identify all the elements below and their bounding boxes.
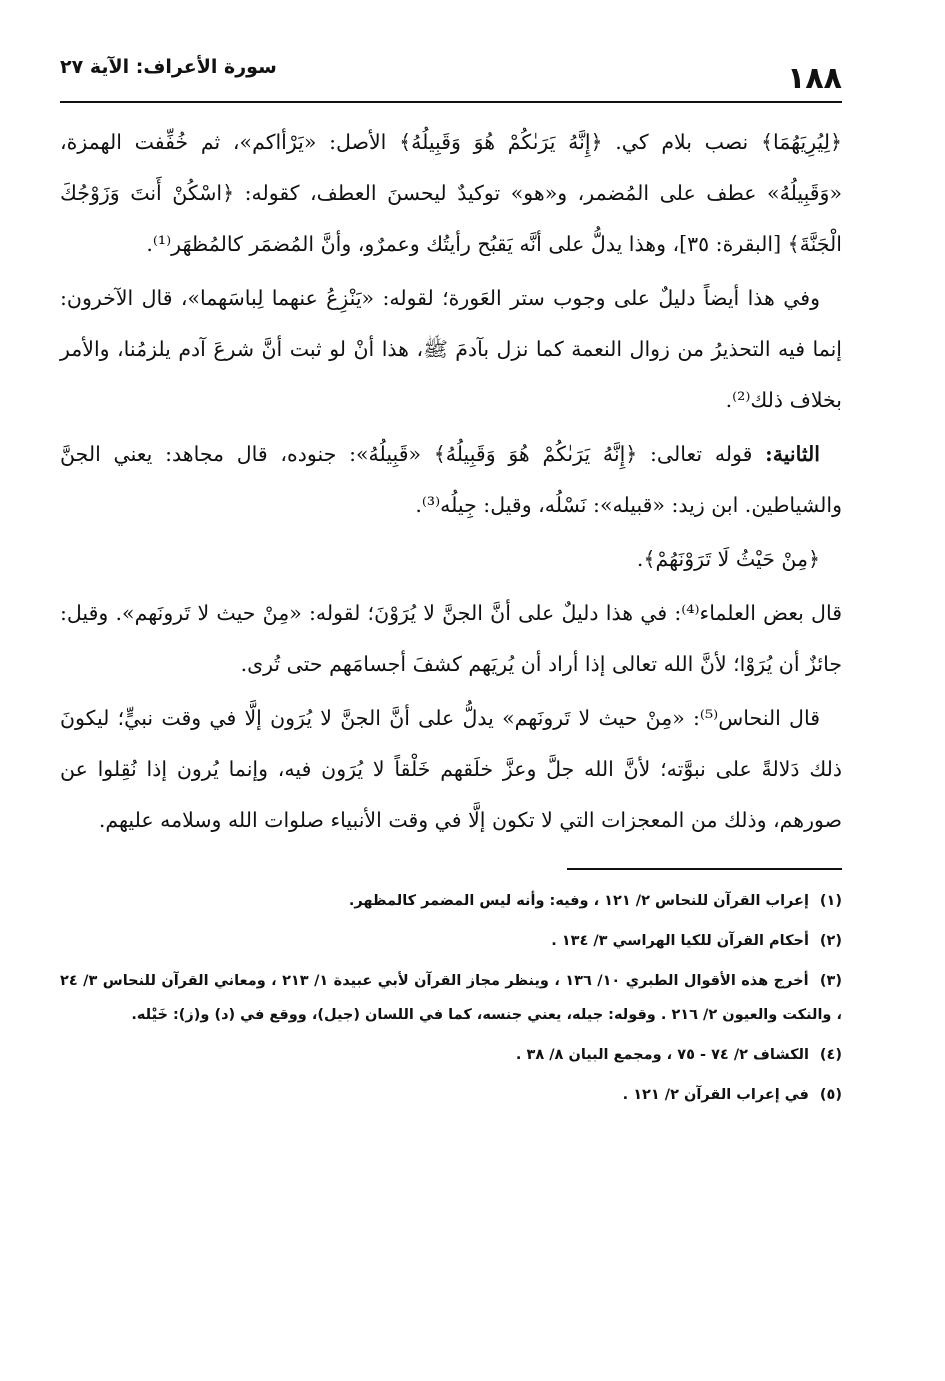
paragraph-5: قال بعض العلماء⁽⁴⁾: في هذا دليلٌ على أنَّ الجنَّ لا يُرَوْنَ؛ لقوله: «مِنْ حيث لا تَرونَهم». وقيل: جائزٌ أن يُرَوْا؛ لأنَّ الله تعالى إذا أراد أن يُريَهم كشفَ أجسامَهم حتى تُرى.: [60, 601, 842, 676]
paragraph-6: قال النحاس⁽⁵⁾: «مِنْ حيث لا تَرونَهم» يدلُّ على أنَّ الجنَّ لا يُرَون إلَّا في وقت نبيٍّ؛ ليكونَ ذلك دَلالةً على نبوَّته؛ لأنَّ الله جلَّ وعزَّ خلَقهم خَلْقاً لا يُرَون فيه، وإنما يُرون إذا نُقِلوا عن صورهم، وذلك من المعجزات التي لا تكون إلَّا في وقت الأنبياء صلوات الله وسلامه عليهم.: [60, 706, 842, 832]
paragraph-3-text: قوله تعالى: ﴿إِنَّهُ يَرَىٰكُمْ هُوَ وَقَبِيلُهُ﴾ «قَبِيلُهُ»: جنوده، قال مجاهد: يعني الجنَّ والشياطين. ابن زيد: «قبيله»: نَسْلُه، وقيل: جِيلُه⁽³⁾.: [60, 442, 842, 517]
footnote-number: (٣): [819, 973, 842, 989]
footnote: [60, 964, 842, 1032]
footnote-text: أحكام القرآن للكيا الهراسي ٣/ ١٣٤ .: [551, 933, 809, 949]
footnotes: [60, 884, 842, 1112]
running-title: سورة الأعراف: الآية ٢٧: [60, 56, 277, 78]
footnote-text: الكشاف ٢/ ٧٤ - ٧٥ ، ومجمع البيان ٨/ ٣٨ .: [515, 1047, 809, 1063]
page-header: [60, 55, 842, 103]
page-number: ١٨٨: [787, 61, 842, 96]
footnote: [60, 1078, 842, 1112]
footnote-number: (١): [819, 893, 842, 909]
paragraph-2: وفي هذا أيضاً دليلٌ على وجوب ستر العَورة؛ لقوله: «يَنْزِعُ عنهما لِباسَهما»، قال الآخرون: إنما فيه التحذيرُ من زوال النعمة كما نزل بآدمَ ﷺ، هذا أنْ لو ثبت أنَّ شرعَ آدم يلزمُنا، والأمر بخلاف ذلك⁽²⁾.: [60, 286, 842, 412]
footnote-number: (٥): [819, 1087, 842, 1103]
footnote: [60, 1038, 842, 1072]
footnote-text: إعراب القرآن للنحاس ٢/ ١٢١ ، وفيه: وأنه ليس المضمر كالمظهر.: [348, 893, 809, 909]
book-page: [60, 55, 842, 1118]
section-heading-second: الثانية:: [765, 442, 820, 466]
footnote-text: في إعراب القرآن ٢/ ١٢١ .: [622, 1087, 809, 1103]
main-text: [60, 117, 842, 846]
paragraph-3: [60, 429, 842, 531]
footnote-text: أخرج هذه الأقوال الطبري ١٠/ ١٣٦ ، وينظر مجاز القرآن لأبي عبيدة ١/ ٢١٣ ، ومعاني القرآن للنحاس ٣/ ٢٤ ، والنكت والعيون ٢/ ٢١٦ . وقوله: جيله، يعني جنسه، كما في اللسان (جيل)، ووقع في (د) و(ز): خَيْله.: [60, 973, 842, 1023]
footnote: [60, 924, 842, 958]
paragraph-1: ﴿لِيُرِيَهُمَا﴾ نصب بلام كي. ﴿إِنَّهُ يَرَىٰكُمْ هُوَ وَقَبِيلُهُ﴾ الأصل: «يَرْأاكم»، ثم خُفِّفت الهمزة، «وَقَبِيلُهُ» عطف على المُضمر، و«هو» توكيدٌ ليحسنَ العطف، كقوله: ﴿اسْكُنْ أَنتَ وَزَوْجُكَ الْجَنَّةَ﴾ [البقرة: ٣٥]، وهذا يدلُّ على أنَّه يَقبُح رأيتُك وعمرٌو، وأنَّ المُضمَر كالمُظهَر⁽¹⁾.: [60, 130, 842, 256]
footnote-number: (٢): [819, 933, 842, 949]
footnote-number: (٤): [819, 1047, 842, 1063]
footnote-separator: [567, 868, 842, 870]
verse-heading: ﴿مِنْ حَيْثُ لَا تَرَوْنَهُمْ﴾.: [636, 547, 820, 571]
footnote: [60, 884, 842, 918]
